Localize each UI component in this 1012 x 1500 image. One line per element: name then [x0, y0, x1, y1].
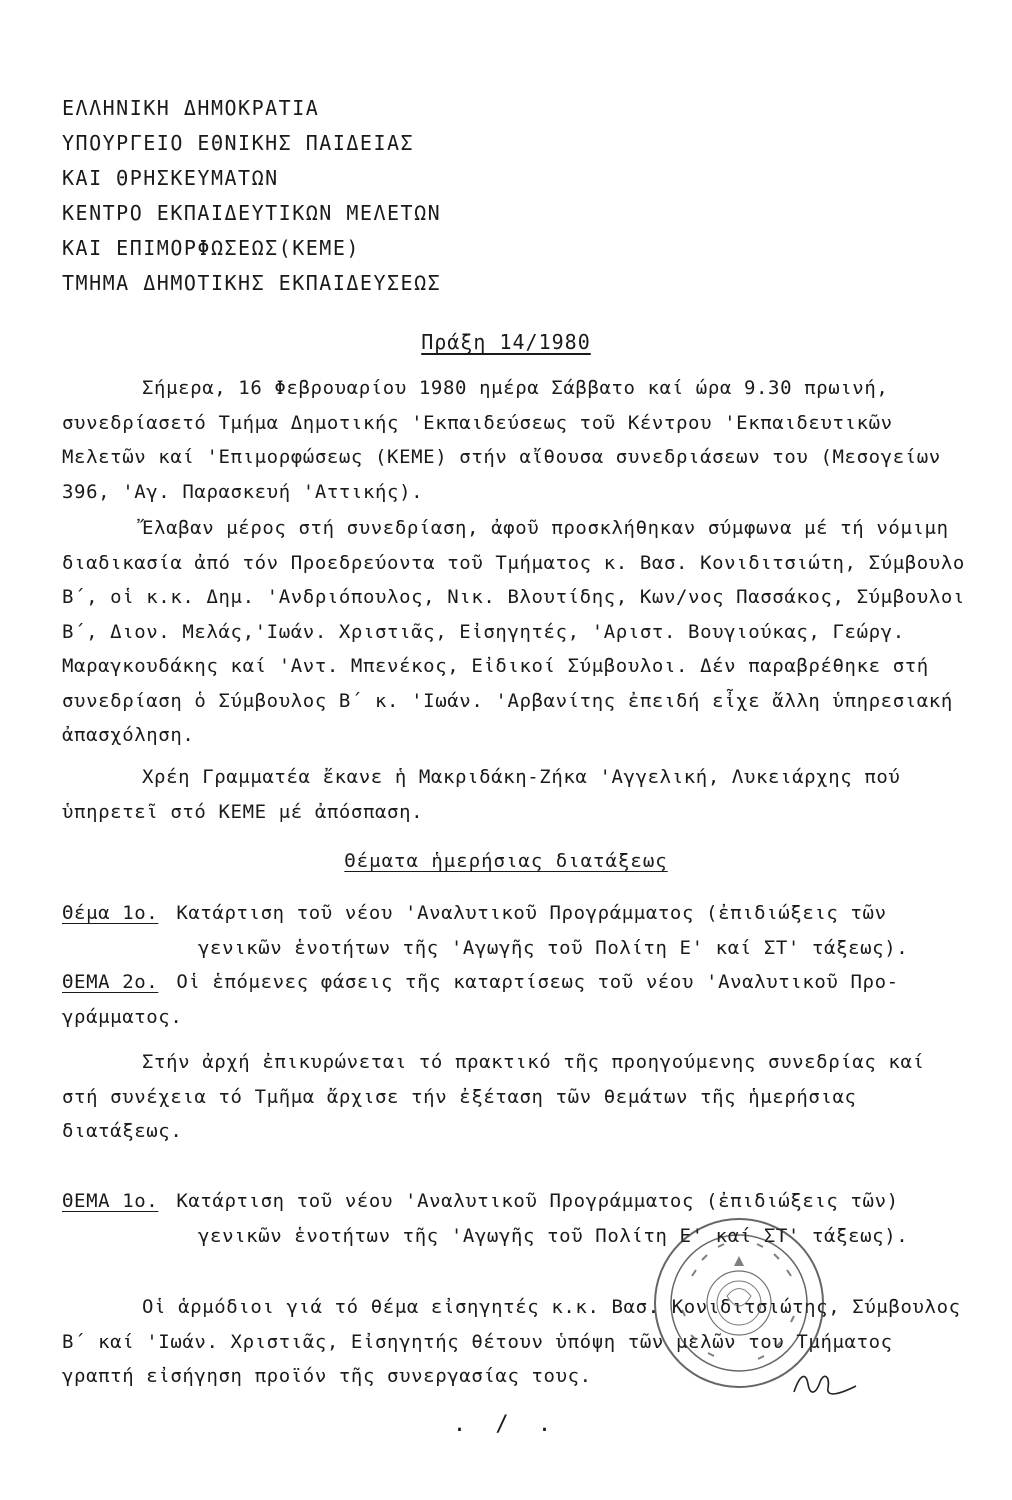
paragraph-secretary: Χρέη Γραμματέα ἔκανε ἡ Μακριδάκη-Ζήκα 'Αγγελική, Λυκειάρχης πού ὑπηρετεῖ στό ΚΕΜΕ μέ ἀπόσπαση. — [62, 766, 901, 823]
document-title — [0, 330, 1012, 354]
page-continuation-mark: . / . — [452, 1412, 560, 1437]
theme-section-label: ΘΕΜΑ 1ο. — [62, 1190, 159, 1212]
letterhead-line: ΕΛΛΗΝΙΚΗ ΔΗΜΟΚΡΑΤΙΑ — [62, 96, 320, 120]
agenda-item-label: ΘΕΜΑ 2ο. — [62, 971, 159, 993]
agenda-item-label: Θέμα 1ο. — [62, 902, 159, 924]
letterhead-line: ΥΠΟΥΡΓΕΙΟ ΕΘΝΙΚΗΣ ΠΑΙΔΕΙΑΣ — [62, 131, 415, 155]
theme-section-heading — [62, 1184, 972, 1253]
letterhead-line: ΚΑΙ ΕΠΙΜΟΡΦΩΣΕΩΣ(ΚΕΜΕ) — [62, 236, 360, 260]
agenda-item-line: Κατάρτιση τοῦ νέου 'Αναλυτικοῦ Προγράμματος (ἐπιδιώξεις τῶν — [176, 902, 887, 924]
official-stamp-icon — [652, 1216, 827, 1391]
agenda-item-line: γράμματος. — [62, 1005, 183, 1028]
handwritten-signature-icon — [790, 1368, 860, 1402]
document-title-text: Πράξη 14/1980 — [421, 330, 591, 354]
paragraph-opening: Σήμερα, 16 Φεβρουαρίου 1980 ημέρα Σάββατο καί ώρα 9.30 πρωινή, συνεδρίασετό Τμήμα Δημοτικής 'Εκπαιδεύσεως τοῦ Κέντρου 'Εκπαιδευτικῶν Μελετῶν καί 'Επιμορφώσεως (ΚΕΜΕ) στήν αἴθουσα συνεδριάσεων του (Μεσογείων 396, 'Αγ. Παρασκευή 'Αττικής). — [62, 377, 941, 503]
paragraph-attendance: Ἔλαβαν μέρος στή συνεδρίαση, ἀφοῦ προσκλήθηκαν σύμφωνα μέ τή νόμιμη διαδικασία ἀπό τόν Προεδρεύοντα τοῦ Τμήματος κ. Βασ. Κονιδιτσιώτη, Σύμβουλο Β΄, οἱ κ.κ. Δημ. 'Ανδριόπουλος, Νικ. Βλουτίδης, Κων/νος Πασσάκος, Σύμβουλοι Β΄, Διον. Μελάς,'Ιωάν. Χριστιᾶς, Εἰσηγητές, 'Αριστ. Βουγιούκας, Γεώργ. Μαραγκουδάκης καί 'Αντ. Μπενέκος, Εἰδικοί Σύμβουλοι. Δέν παραβρέθηκε στή συνεδρίαση ὁ Σύμβουλος Β΄ κ. 'Ιωάν. 'Αρβανίτης ἐπειδή εἶχε ἄλλη ὑπηρεσιακή ἀπασχόληση. — [62, 517, 965, 746]
paragraph-rapporteurs: Οἱ ἁρμόδιοι γιά τό θέμα εἰσηγητές κ.κ. Βασ. Κονιδιτσιώτης, Σύμβουλος Β΄ καί 'Ιωάν. Χριστιᾶς, Εἰσηγητής θέτουν ὑπόψη τῶν μελῶν του Τμήματος γραπτή εἰσήγηση προϊόν τῆς συνεργασίας τους. — [62, 1296, 961, 1387]
paragraph-approval: Στήν ἀρχή ἐπικυρώνεται τό πρακτικό τῆς προηγούμενης συνεδρίας καί στή συνέχεια τό Τμῆμα ἄρχισε τήν ἐξέταση τῶν θεμάτων τῆς ἡμερήσιας διατάξεως. — [62, 1051, 925, 1142]
agenda-item — [62, 965, 972, 1034]
agenda-item-line: Οἱ ἑπόμενες φάσεις τῆς καταρτίσεως τοῦ νέου 'Αναλυτικοῦ Προ- — [176, 971, 899, 993]
agenda-item-line: γενικῶν ἑνοτήτων τῆς 'Αγωγῆς τοῦ Πολίτη Ε' καί ΣΤ' τάξεως). — [198, 936, 909, 959]
agenda-title-text: Θέματα ἡμερήσιας διατάξεως — [344, 850, 668, 872]
theme-section-line: Κατάρτιση τοῦ νέου 'Αναλυτικοῦ Προγράμματος (ἐπιδιώξεις τῶν) — [176, 1190, 899, 1212]
letterhead-line: ΤΜΗΜΑ ΔΗΜΟΤΙΚΗΣ ΕΚΠΑΙΔΕΥΣΕΩΣ — [62, 271, 442, 295]
theme-section-line: γενικῶν ἑνοτήτων τῆς 'Αγωγῆς τοῦ Πολίτη Ε' καί ΣΤ' τάξεως). — [198, 1224, 909, 1247]
letterhead-line: ΚΕΝΤΡΟ ΕΚΠΑΙΔΕΥΤΙΚΩΝ ΜΕΛΕΤΩΝ — [62, 201, 442, 225]
letterhead-line: ΚΑΙ ΘΡΗΣΚΕΥΜΑΤΩΝ — [62, 166, 279, 190]
agenda-item — [62, 896, 972, 965]
agenda-title — [0, 850, 1012, 872]
